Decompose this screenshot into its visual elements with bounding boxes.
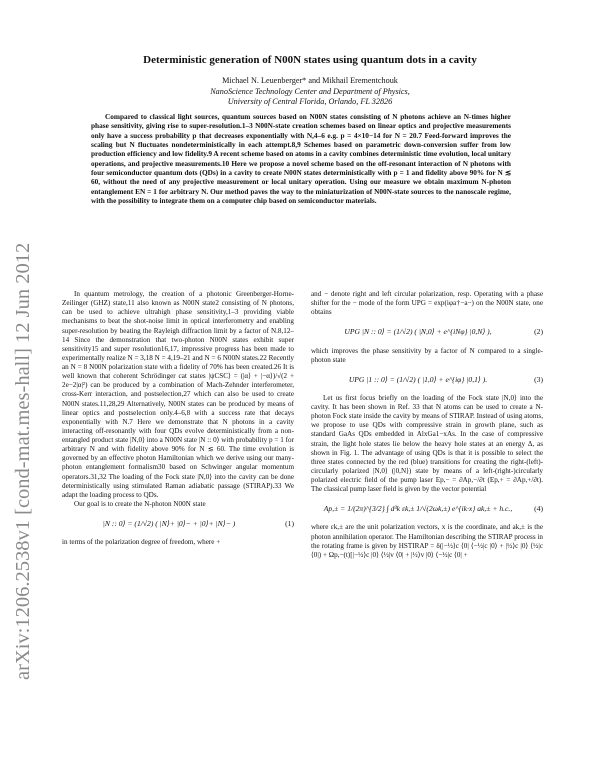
equation-3-body: UPG |1 :: 0⟩ = (1/√2) ( |1,0⟩ + e^{iφ} |0,1⟩ ). [348, 374, 488, 384]
equation-3-number: (3) [534, 374, 543, 384]
left-paragraph-2: Our goal is to create the N-photon N00N state [74, 499, 206, 508]
affiliation-line-1: NanoScience Technology Center and Department of Physics, [210, 86, 410, 96]
left-column [62, 290, 294, 547]
equation-1 [62, 519, 294, 528]
left-paragraph-3: in terms of the polarization degree of freedom, where + [62, 538, 221, 547]
arxiv-watermark [4, 160, 38, 680]
equation-1-number: (1) [285, 519, 294, 528]
equation-2-number: (2) [534, 327, 543, 337]
equation-4 [311, 504, 543, 513]
right-paragraph-1: and − denote right and left circular polarization, resp. Operating with a phase shifter for the − mode of the form UPG = exp(iφa†−a−) on the N00N state, one obtains [311, 290, 543, 317]
affiliation-line-2: University of Central Florida, Orlando, FL 32826 [227, 97, 393, 106]
equation-2 [311, 327, 543, 336]
equation-4-body: Ap,± = 1/(2π)^{3/2} ∫ d³k εk,± 1/√(2ωk,±) e^{ik·x} ak,± + h.c., [323, 504, 513, 514]
paper-title: Deterministic generation of N00N states using quantum dots in a cavity [143, 54, 477, 66]
right-paragraph-2: which improves the phase sensitivity by a factor of N compared to a single-photon state [311, 346, 543, 364]
arxiv-watermark-text: arXiv:1206.2538v1 [cond-mat.mes-hall] 12 Jun 2012 [12, 242, 34, 680]
author-block [60, 76, 560, 108]
equation-2-body: UPG |N :: 0⟩ = (1/√2) ( |N,0⟩ + e^{iNφ} |0,N⟩ ), [344, 327, 492, 337]
equation-3 [311, 375, 543, 384]
right-paragraph-3: Let us first focus briefly on the loading of the Fock state |N,0⟩ into the cavity. It has been shown in Ref. 33 that N atoms can be used to create a N-photon Fock state inside the cavity by means of STIRAP. Instead of using atoms, we propose to use QDs with compressive strain in growth plane, such as standard GaAs QDs embedded in AlxGa1−xAs. In the case of compressive strain, the light hole states lie below the heavy hole states at an energy Δ, as shown in Fig. 1. The advantage of using QDs is that it is possible to select the three states connected by the red (blue) transitions for creating the right-(left)-circularly polarized |N,0⟩ (|0,N⟩) state by means of a left-(right-)circularly polarized electric field of the pump laser Ep,− = ∂Ap,−/∂t (Ep,+ = ∂Ap,+/∂t). The classical pump laser field is given by the vector potential [311, 393, 543, 494]
equation-4-number: (4) [534, 504, 543, 514]
left-paragraph-1: In quantum metrology, the creation of a photonic Greenberger-Horne-Zeilinger (GHZ) state,11 also known as N00N state2 consisting of N photons, can be used to achieve ultrahigh phase sensitivity,1–3 providing viable mechanisms to beat the shot-noise limit in optical interferometry and enabling super-resolution by beating the Rayleigh diffraction limit by a factor of N.8,12–14 Since the demonstration that two-photon N00N states exhibit super sensitivity15 and super resolution16,17, impressive progress has been made to experimentally realize N = 3,18 N = 4,19–21 and N = 6 N00N states.22 Recently an N = 8 N00N polarization state with a fidelity of 70% has been created.26 It is well known that coherent Schrödinger cat states |ψCSC⟩ = (|α⟩ + |−α⟩)/√(2 + 2e−2|α|²) can be produced by a combination of Mach-Zehnder interferometer, cross-Kerr interaction, and postselection,27 which can also be used to create N00N states.11,28,29 Alternatively, N00N states can be produced by means of linear optics and postselection only.4–6,8 with a success rate that decays exponentially with N.7 Here we demonstrate that N photons in a cavity interacting off-resonantly with four QDs evolve deterministically from a non-entangled product state |N,0⟩ into a N00N state |N :: 0⟩ with probability p = 1 for arbitrary N and with fidelity above 90% for N ≲ 60. The time evolution is governed by an effective photon Hamiltonian which we derive using our many-photon entanglement formalism30 based on Schwinger angular momentum operators.31,32 The loading of the Fock state |N,0⟩ into the cavity can be done deterministically using stimulated Raman adiabatic passage (STIRAP).33 We adapt the loading process to QDs. [62, 290, 294, 499]
right-paragraph-4: where εk,± are the unit polarization vectors, x is the coordinate, and ak,± is the photon annihilation operator. The Hamiltonian describing the STIRAP process in the rotating frame is given by HSTIRAP = δ(|−½⟩c ⟨0| ⟨−½|c |0⟩ + |½⟩c |0⟩ ⟨½|c ⟨0|) + Ωp,−(t)[|−½⟩c |0⟩ ⟨½|v ⟨0| + |½⟩v |0⟩ ⟨−½|c ⟨0| + [311, 523, 543, 559]
abstract: Compared to classical light sources, quantum sources based on N00N states consisting of N photons achieve an N-times higher phase sensitivity, giving rise to super-resolution.1–3 N00N-state creation schemes based on linear optics and projective measurements only have a success probability p that decreases exponentially with N,4–6 e.g. p = 4×10−14 for N = 20.7 Feed-forward improves the scaling but N fluctuates nondeterministically in each attempt.8,9 Schemes based on parametric down-conversion suffer from low production efficiency and low fidelity.9 A recent scheme based on atoms in a cavity combines deterministic time evolution, local unitary operations, and projective measurements.10 Here we propose a novel scheme based on the off-resonant interaction of N photons with four semiconductor quantum dots (QDs) in a cavity to create N00N states deterministically with p = 1 and fidelity above 90% for N ≲ 60, without the need of any projective measurement or local unitary operation. Using our measure we obtain maximum N-photon entanglement EN = 1 for arbitrary N. Our method paves the way to the miniaturization of N00N-state sources to the nanoscale regime, with the possibility to integrate them on a computer chip based on semiconductor materials. [91, 112, 511, 206]
authors: Michael N. Leuenberger* and Mikhail Erementchouk [222, 76, 398, 85]
right-column [311, 290, 543, 560]
equation-1-body: |N :: 0⟩ = (1/√2) ( |N⟩+ |0⟩− + |0⟩+ |N⟩− ) [102, 519, 236, 528]
